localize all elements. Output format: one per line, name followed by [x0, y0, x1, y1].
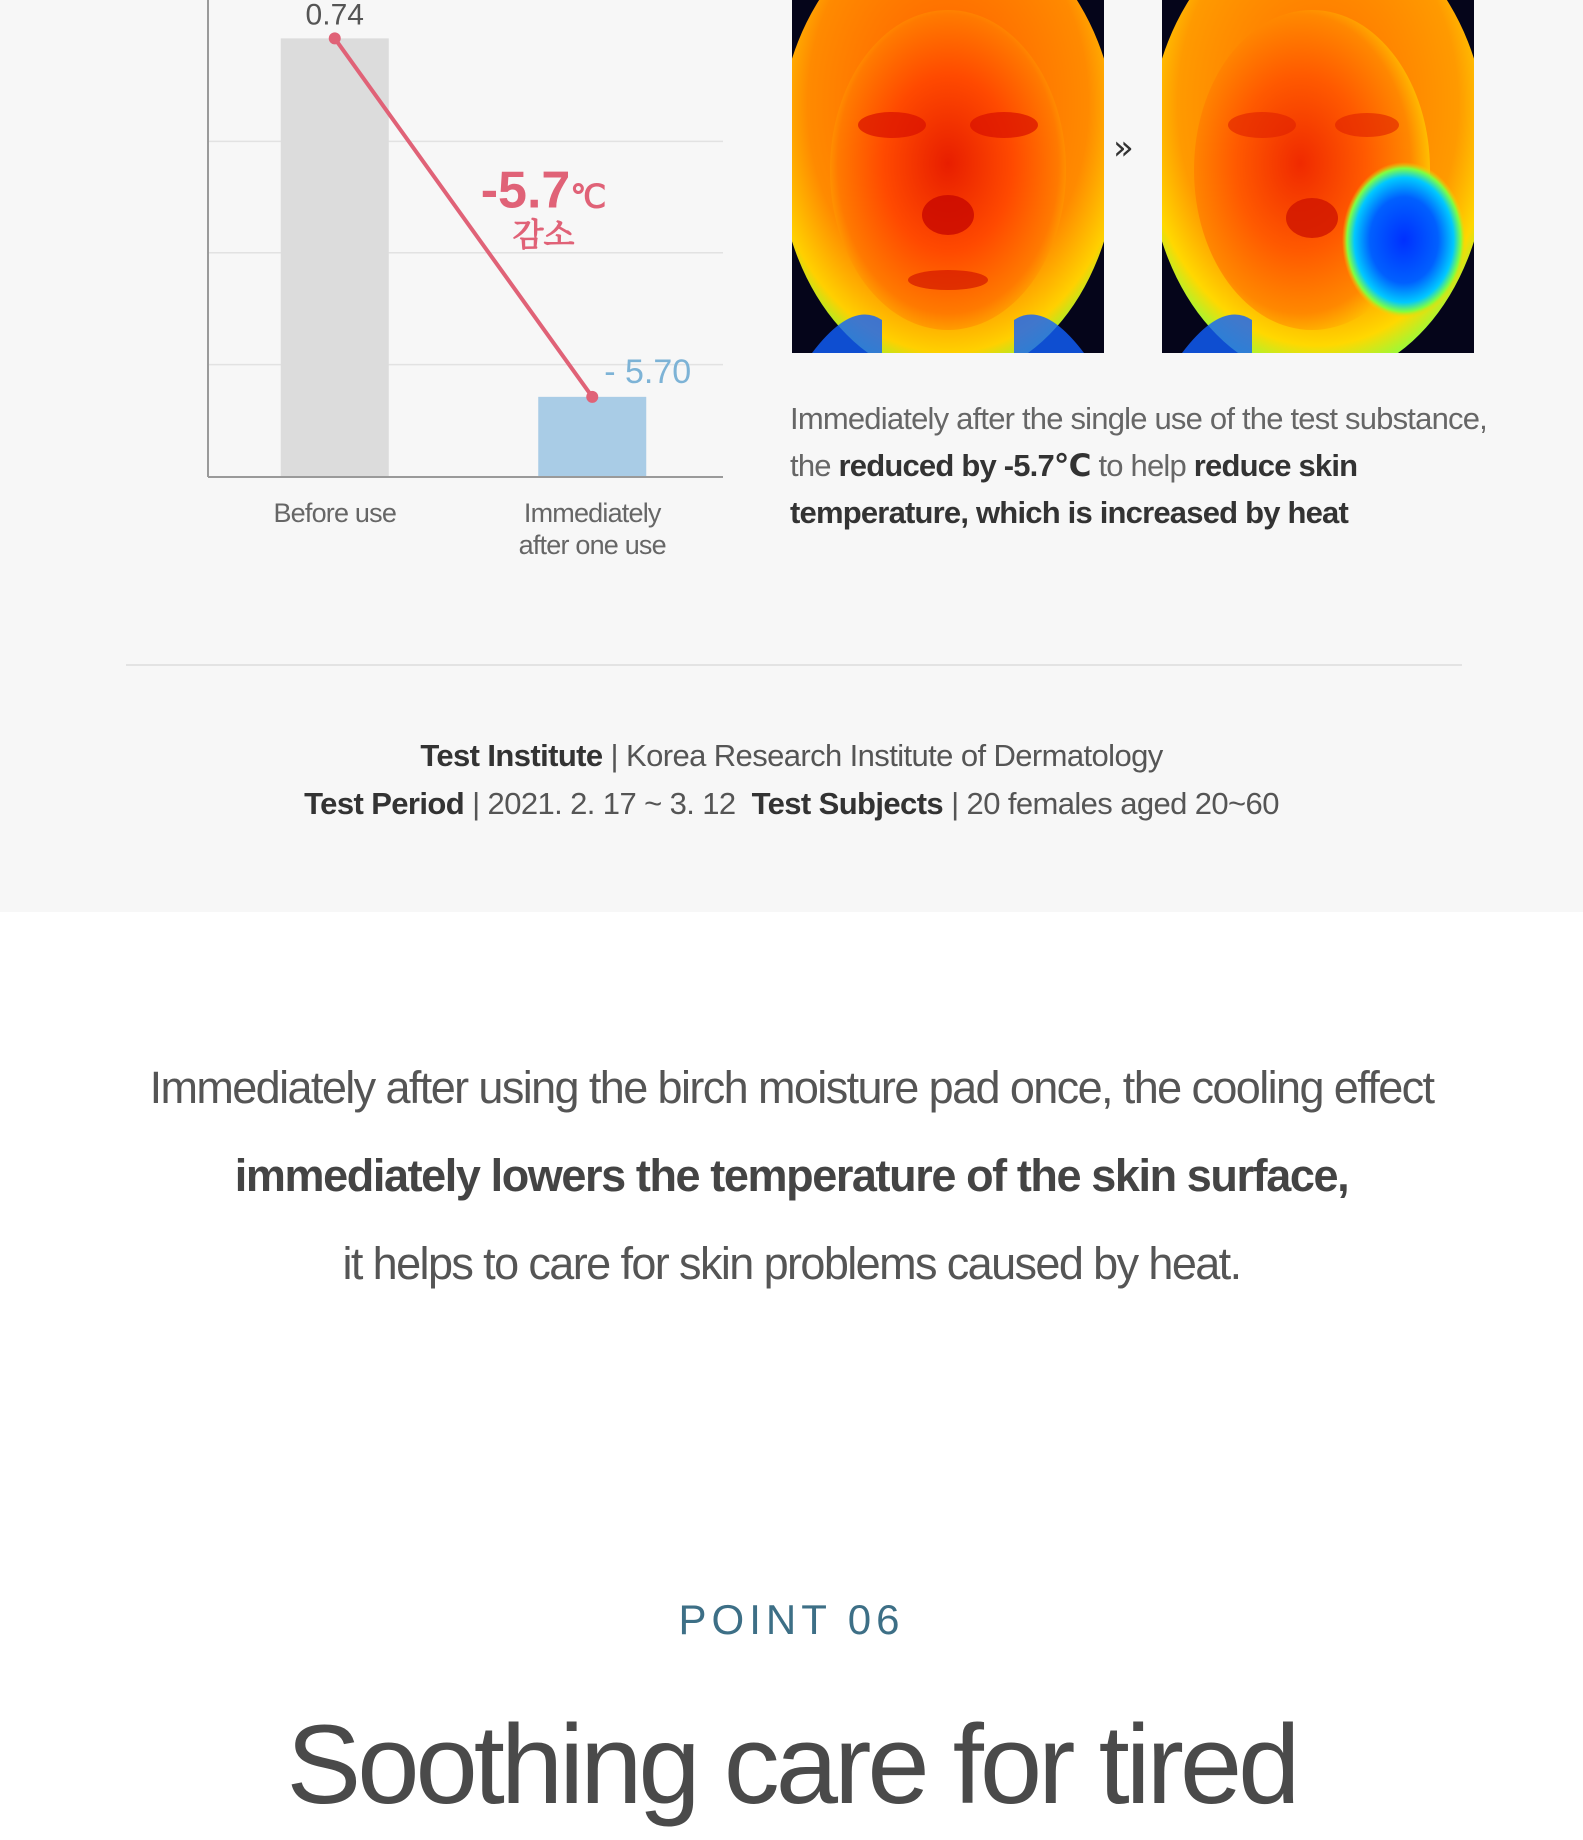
annotation-unit: ℃: [570, 178, 607, 215]
test-subjects-label: Test Subjects: [751, 786, 944, 821]
test-institute-separator: |: [602, 738, 627, 773]
test-subjects-separator: |: [943, 786, 967, 821]
data-point-1: [586, 391, 598, 403]
caption-text-1: Immediately after the single use of the test substance, the: [790, 401, 1487, 483]
test-period-value: 2021. 2. 17 ~ 3. 12: [487, 786, 736, 821]
value-label-1: - 5.70: [604, 352, 692, 391]
body-text-line-2: immediately lowers the temperature of the skin surface,: [234, 1150, 1349, 1201]
thermal-image-after: [1162, 0, 1474, 353]
category-label-1-0: Immediately: [523, 498, 661, 528]
thermal-face-before-icon: [792, 0, 1104, 353]
thermal-caption: [790, 395, 1490, 536]
section-divider: [126, 664, 1462, 666]
test-subjects-value: 20 females aged 20~60: [966, 786, 1279, 821]
test-institute-label: Test Institute: [420, 738, 603, 773]
test-results-section: [0, 0, 1583, 912]
caption-bold-1: reduced by -5.7℃: [838, 448, 1091, 483]
caption-bold-2: reduce skin temperature, which is increased by heat: [790, 448, 1358, 530]
caption-text-2: to help: [1090, 448, 1194, 483]
test-institute-line: [0, 738, 1583, 774]
thermal-image-before: [792, 0, 1104, 353]
body-text-line-1: Immediately after using the birch moisture pad once, the cooling effect: [149, 1062, 1434, 1113]
section-headline: Soothing care for tired: [286, 1702, 1297, 1827]
annotation-value: [481, 162, 607, 220]
annotation-word: 감소: [512, 215, 575, 254]
test-period-label: Test Period: [304, 786, 465, 821]
before-after-arrow-icon: »: [1113, 128, 1128, 168]
temperature-bar-chart: [0, 0, 740, 580]
value-label-0: 0.74: [305, 0, 364, 32]
test-period-line: [0, 786, 1583, 822]
test-institute-value: Korea Research Institute of Dermatology: [626, 738, 1163, 773]
test-period-separator: |: [464, 786, 488, 821]
category-label-0-0: Before use: [273, 498, 397, 528]
data-point-0: [329, 32, 341, 44]
annotation-number: -5.7: [480, 161, 571, 220]
bar-1: [538, 397, 646, 477]
point-label: POINT 06: [678, 1596, 905, 1643]
thermal-face-after-cooled-cheek-icon: [1162, 0, 1474, 353]
category-label-1-1: after one use: [518, 530, 666, 560]
body-text-line-3: it helps to care for skin problems caused by heat.: [342, 1238, 1241, 1289]
bar-0: [281, 38, 389, 477]
